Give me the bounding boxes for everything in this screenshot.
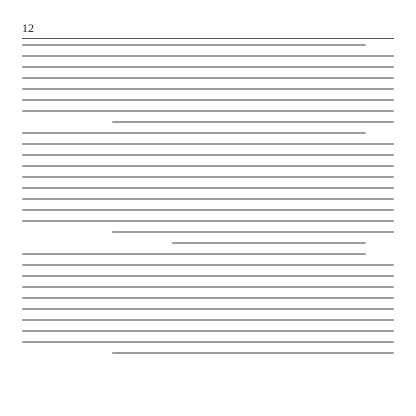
text-line xyxy=(22,198,394,200)
text-line xyxy=(112,352,394,354)
text-line xyxy=(22,209,394,211)
text-line xyxy=(22,165,394,167)
text-line xyxy=(22,286,394,288)
text-line xyxy=(22,99,394,101)
text-line xyxy=(22,44,366,46)
text-line xyxy=(22,275,394,277)
text-line xyxy=(112,121,394,123)
paragraph-3 xyxy=(22,242,394,244)
text-line xyxy=(22,55,394,57)
text-line xyxy=(22,176,394,178)
text-line xyxy=(22,297,394,299)
text-line xyxy=(22,341,394,343)
page-body xyxy=(22,44,394,402)
paragraph-1 xyxy=(22,44,394,123)
text-line xyxy=(172,242,366,244)
text-line xyxy=(22,132,366,134)
text-line xyxy=(22,319,394,321)
paragraph-4 xyxy=(22,253,394,354)
text-line xyxy=(22,154,394,156)
text-line xyxy=(22,77,394,79)
text-line xyxy=(112,231,394,233)
page-header xyxy=(22,18,394,38)
header-rule xyxy=(22,38,394,39)
text-line xyxy=(22,308,394,310)
text-line xyxy=(22,187,394,189)
text-line xyxy=(22,66,394,68)
text-line xyxy=(22,264,394,266)
text-line xyxy=(22,220,394,222)
text-line xyxy=(22,330,394,332)
text-line xyxy=(22,253,366,255)
text-line xyxy=(22,143,394,145)
text-line xyxy=(22,110,394,112)
page-number: 12 xyxy=(22,21,34,35)
paragraph-2 xyxy=(22,132,394,233)
text-line xyxy=(22,88,394,90)
